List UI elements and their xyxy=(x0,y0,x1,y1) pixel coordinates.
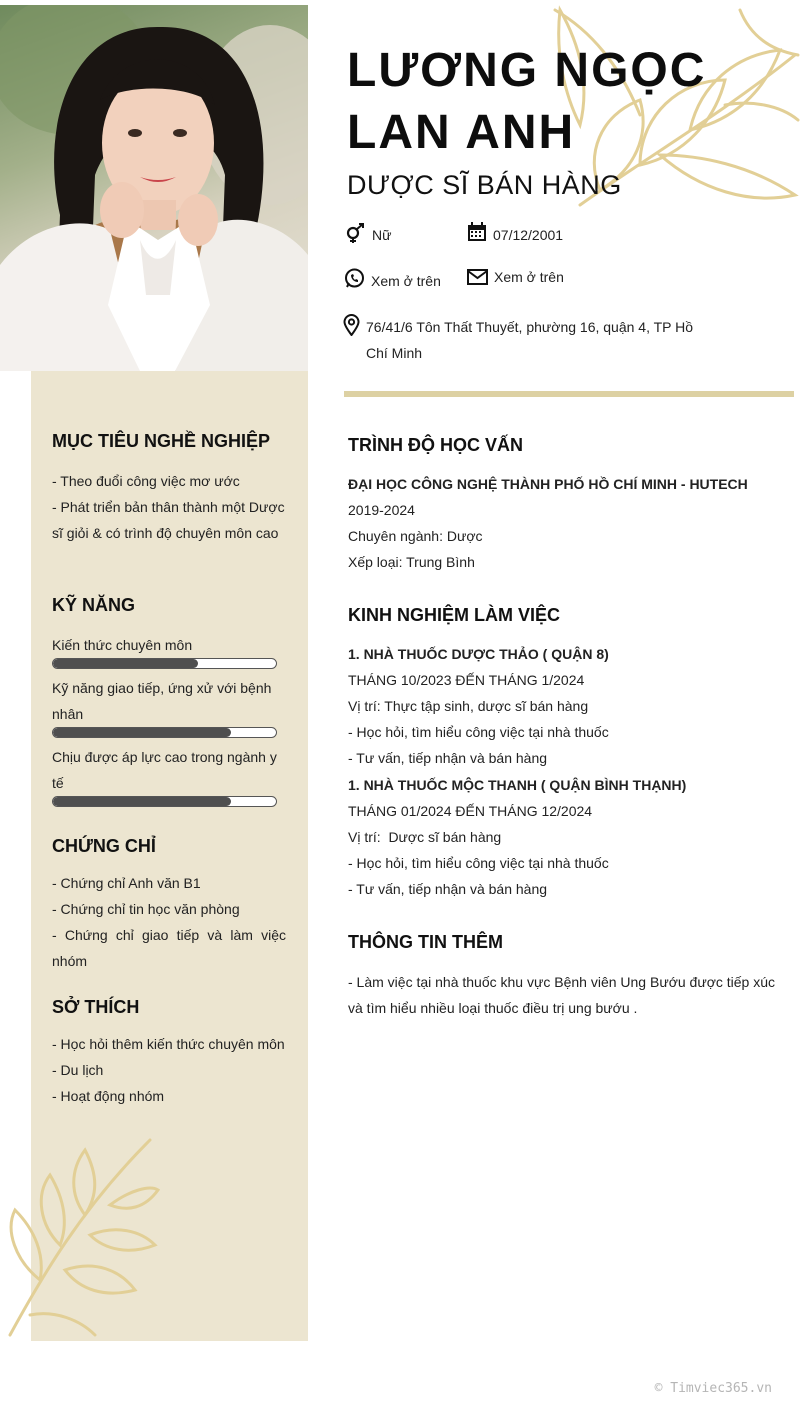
skill-progress-fill xyxy=(53,728,231,737)
skill-label xyxy=(52,675,286,727)
certificates-text xyxy=(52,870,286,974)
additional-line: - Làm việc tại nhà thuốc khu vực Bệnh viên Ung Bướu được tiếp xúc xyxy=(348,974,776,990)
leaf-decoration-icon xyxy=(0,1130,160,1340)
skills-title: KỸ NĂNG xyxy=(52,595,136,615)
skill-label xyxy=(52,632,286,658)
mail-icon xyxy=(467,268,488,286)
gender-info xyxy=(344,222,391,248)
name-line-1: LƯƠNG NGỌC xyxy=(347,44,707,97)
additional-info-text xyxy=(348,969,788,1021)
objective-line: - Phát triển bản thân thành một Dược xyxy=(52,499,285,515)
additional-line: và tìm hiểu nhiều loại thuốc điều trị ung bướu . xyxy=(348,1000,638,1016)
job-duty: - Tư vấn, tiếp nhận và bán hàng xyxy=(348,881,548,897)
watermark-footer: © Timviec365.vn xyxy=(654,1381,772,1396)
skill-progress-bar xyxy=(52,796,277,807)
skill-label-line: Kiến thức chuyên môn xyxy=(52,637,193,653)
company-name: 1. NHÀ THUỐC DƯỢC THẢO ( QUẬN 8) xyxy=(348,646,609,662)
education-major: Chuyên ngành: Dược xyxy=(348,528,483,544)
job-duty: - Học hỏi, tìm hiểu công việc tại nhà thuốc xyxy=(348,855,609,871)
hobby-line: - Du lịch xyxy=(52,1062,104,1078)
email-info xyxy=(467,264,564,290)
phone-info xyxy=(344,268,441,294)
certificate-line: nhóm xyxy=(52,953,88,969)
hobbies-title: SỞ THÍCH xyxy=(52,997,140,1017)
job-position: Vị trí: Thực tập sinh, dược sĩ bán hàng xyxy=(348,698,589,714)
objective-line: - Theo đuổi công việc mơ ước xyxy=(52,473,240,489)
skill-progress-bar xyxy=(52,727,277,738)
certificate-line: - Chứng chỉ giao tiếp và làm việc xyxy=(52,927,286,943)
experience-title: KINH NGHIỆM LÀM VIỆC xyxy=(348,605,561,625)
address-line-2: Chí Minh xyxy=(366,345,423,361)
skill-label-line: Chịu được áp lực cao trong ngành y xyxy=(52,749,277,765)
certificate-line: - Chứng chỉ tin học văn phòng xyxy=(52,901,240,917)
job-title: DƯỢC SĨ BÁN HÀNG xyxy=(347,170,622,200)
job-position: Vị trí: Dược sĩ bán hàng xyxy=(348,829,502,845)
job-period: THÁNG 01/2024 ĐẾN THÁNG 12/2024 xyxy=(348,803,593,819)
experience-job xyxy=(348,772,778,902)
calendar-icon xyxy=(467,222,487,242)
skill-label-line: nhân xyxy=(52,706,84,722)
education-grade: Xếp loại: Trung Bình xyxy=(348,554,475,570)
job-duty: - Tư vấn, tiếp nhận và bán hàng xyxy=(348,750,548,766)
location-pin-icon xyxy=(343,314,360,336)
gender-value: Nữ xyxy=(372,227,392,243)
skill-progress-fill xyxy=(53,797,231,806)
address-value xyxy=(366,314,693,366)
birthday-info xyxy=(467,222,563,248)
school-name: ĐẠI HỌC CÔNG NGHỆ THÀNH PHỐ HỒ CHÍ MINH - HUTECH xyxy=(348,476,748,492)
experience-job xyxy=(348,641,778,771)
hobby-line: - Học hỏi thêm kiến thức chuyên môn xyxy=(52,1036,285,1052)
skill-label-line: Kỹ năng giao tiếp, ứng xử với bệnh xyxy=(52,680,272,696)
hobby-line: - Hoạt động nhóm xyxy=(52,1088,165,1104)
certificates-title: CHỨNG CHỈ xyxy=(52,836,156,856)
header-divider xyxy=(344,391,794,397)
email-value: Xem ở trên xyxy=(494,269,564,285)
name-line-2: LAN ANH xyxy=(347,106,576,159)
skill-progress-fill xyxy=(53,659,198,668)
certificate-line: - Chứng chỉ Anh văn B1 xyxy=(52,875,201,891)
address-line-1: 76/41/6 Tôn Thất Thuyết, phường 16, quận 4, TP Hồ xyxy=(366,319,694,335)
address-info xyxy=(343,314,693,366)
additional-info-title: THÔNG TIN THÊM xyxy=(348,932,503,952)
phone-value: Xem ở trên xyxy=(371,273,441,289)
whatsapp-icon xyxy=(344,268,365,289)
job-period: THÁNG 10/2023 ĐẾN THÁNG 1/2024 xyxy=(348,672,585,688)
skill-label xyxy=(52,744,286,796)
company-name: 1. NHÀ THUỐC MỘC THANH ( QUẬN BÌNH THẠNH) xyxy=(348,777,687,793)
profile-photo xyxy=(0,5,308,371)
candidate-name xyxy=(347,40,706,164)
education-block xyxy=(348,471,778,575)
education-title: TRÌNH ĐỘ HỌC VẤN xyxy=(348,435,523,455)
job-duty: - Học hỏi, tìm hiểu công việc tại nhà thuốc xyxy=(348,724,609,740)
hobbies-text xyxy=(52,1031,292,1109)
objective-text xyxy=(52,468,286,546)
birthday-value: 07/12/2001 xyxy=(493,227,564,243)
skill-label-line: tế xyxy=(52,775,64,791)
skill-progress-bar xyxy=(52,658,277,669)
gender-icon xyxy=(344,222,366,244)
education-years: 2019-2024 xyxy=(348,502,415,518)
objective-title: MỤC TIÊU NGHỀ NGHIỆP xyxy=(52,431,271,451)
objective-line: sĩ giỏi & có trình độ chuyên môn cao xyxy=(52,525,279,541)
